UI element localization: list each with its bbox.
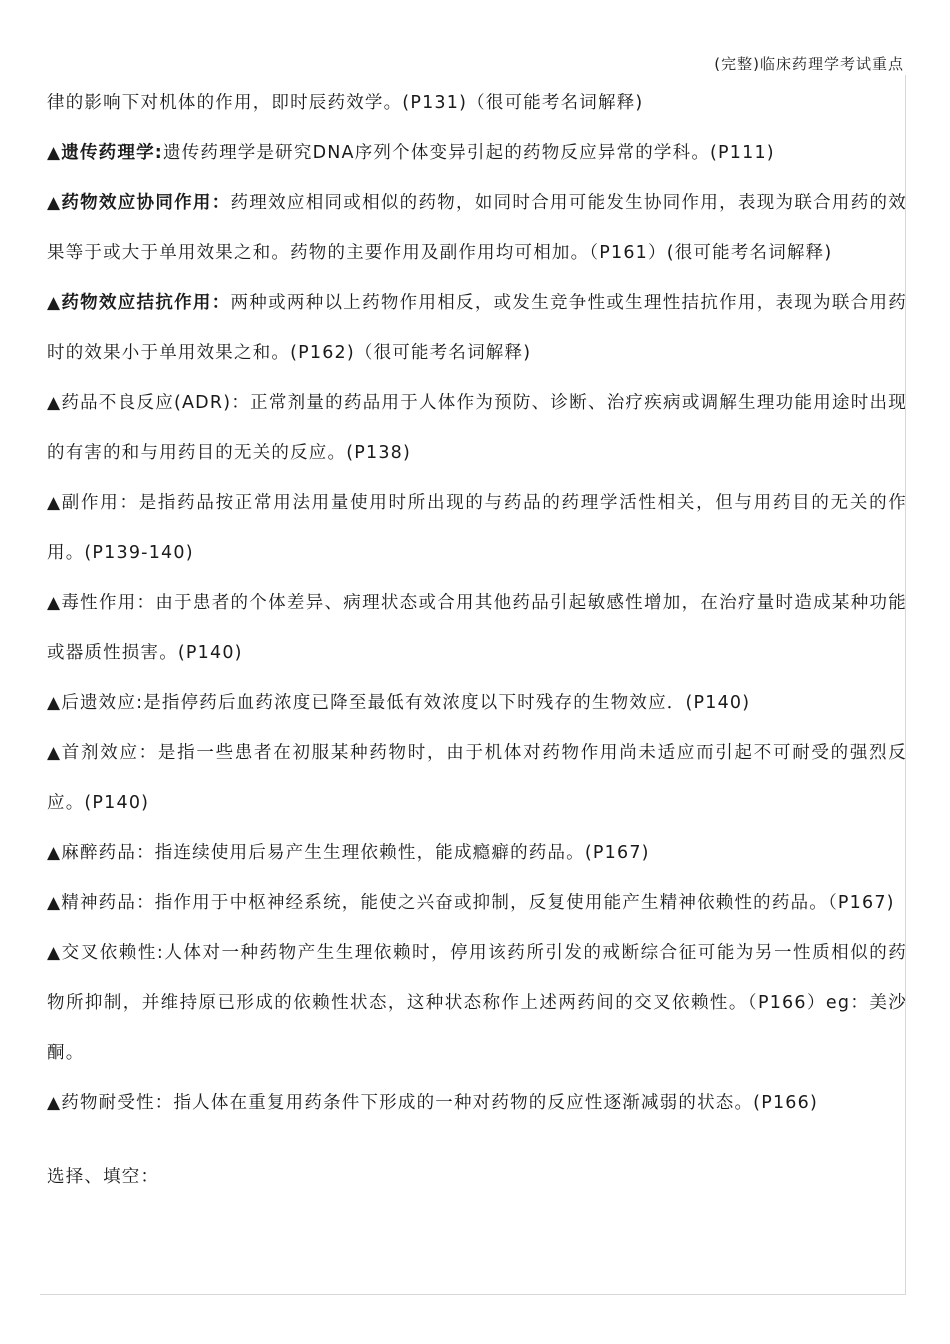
entry-term: 麻醉药品： <box>61 843 155 863</box>
entry-psychotropic-drugs <box>47 878 907 928</box>
entry-body: 指人体在重复用药条件下形成的一种对药物的反应性逐渐减弱的状态。(P166) <box>173 1093 818 1113</box>
triangle-icon: ▲ <box>47 193 62 213</box>
entry-body: 正常剂量的药品用于人体作为预防、诊断、治疗疾病或调解生理功能用途时出现的有害的和与用药目的无关的反应。(P138) <box>47 393 908 463</box>
entry-body: 两种或两种以上药物作用相反，或发生竞争性或生理性拮抗作用，表现为联合用药时的效果小于单用效果之和。(P162)（很可能考名词解释) <box>47 293 907 363</box>
entry-toxic-effect <box>47 578 907 678</box>
triangle-icon: ▲ <box>47 1093 62 1113</box>
entry-term: 毒性作用： <box>61 593 156 613</box>
entry-term: 精神药品： <box>61 893 155 913</box>
entry-term: 交叉依赖性: <box>61 943 164 963</box>
entry-term: 后遗效应: <box>61 693 144 713</box>
entry-synergism <box>47 178 907 278</box>
entry-drug-tolerance <box>47 1078 907 1128</box>
entry-term: 药品不良反应(ADR)： <box>61 393 251 413</box>
triangle-icon: ▲ <box>47 593 62 613</box>
entry-body: 药理效应相同或相似的药物，如同时合用可能发生协同作用，表现为联合用药的效果等于或大于单用效果之和。药物的主要作用及副作用均可相加。（P161）(很可能考名词解释) <box>47 193 907 263</box>
entry-residual-effect <box>47 678 907 728</box>
entry-term: 药物效应协同作用： <box>61 193 231 213</box>
entry-body: 指连续使用后易产生生理依赖性，能成瘾癖的药品。(P167) <box>154 843 650 863</box>
entry-first-dose-effect <box>47 728 907 828</box>
triangle-icon: ▲ <box>47 693 62 713</box>
entry-body: 人体对一种药物产生生理依赖时，停用该药所引发的戒断综合征可能为另一性质相似的药物所抑制，并维持原已形成的依赖性状态，这种状态称作上述两药间的交叉依赖性。（P166）eg：美沙酮。 <box>47 943 908 1063</box>
entry-term: 副作用： <box>61 493 139 513</box>
section-label: 选择、填空： <box>47 1167 160 1187</box>
entry-term: 遗传药理学: <box>61 143 163 163</box>
entry-side-effect <box>47 478 907 578</box>
entry-body: 是指停药后血药浓度已降至最低有效浓度以下时残存的生物效应．(P140) <box>143 693 751 713</box>
entry-narcotic-drugs <box>47 828 907 878</box>
entry-genetic-pharmacology <box>47 128 907 178</box>
running-header: (完整)临床药理学考试重点 <box>714 55 904 73</box>
entry-term: 药物耐受性： <box>61 1093 174 1113</box>
entry-body: 指作用于中枢神经系统，能使之兴奋或抑制，反复使用能产生精神依赖性的药品。（P167) <box>154 893 895 913</box>
triangle-icon: ▲ <box>47 743 62 763</box>
entry-term: 首剂效应： <box>61 743 158 763</box>
entry-body: 由于患者的个体差异、病理状态或合用其他药品引起敏感性增加，在治疗量时造成某种功能或器质性损害。(P140) <box>47 593 907 663</box>
triangle-icon: ▲ <box>47 493 62 513</box>
entry-cross-dependence <box>47 928 907 1078</box>
entry-body: 是指一些患者在初服某种药物时，由于机体对药物作用尚未适应而引起不可耐受的强烈反应。(P140) <box>47 743 907 813</box>
triangle-icon: ▲ <box>47 843 62 863</box>
entry-term: 药物效应拮抗作用： <box>61 293 231 313</box>
entry-antagonism <box>47 278 907 378</box>
entry-adr <box>47 378 907 478</box>
triangle-icon: ▲ <box>47 293 62 313</box>
triangle-icon: ▲ <box>47 143 62 163</box>
triangle-icon: ▲ <box>47 893 62 913</box>
entry-body: 是指药品按正常用法用量使用时所出现的与药品的药理学活性相关，但与用药目的无关的作用。(P139-140) <box>47 493 907 563</box>
triangle-icon: ▲ <box>47 943 62 963</box>
entry-body: 遗传药理学是研究DNA序列个体变异引起的药物反应异常的学科。(P111) <box>162 143 775 163</box>
continuation-paragraph: 律的影响下对机体的作用，即时辰药效学。(P131)（很可能考名词解释) <box>47 93 644 113</box>
triangle-icon: ▲ <box>47 393 62 413</box>
document-body <box>47 78 907 1202</box>
